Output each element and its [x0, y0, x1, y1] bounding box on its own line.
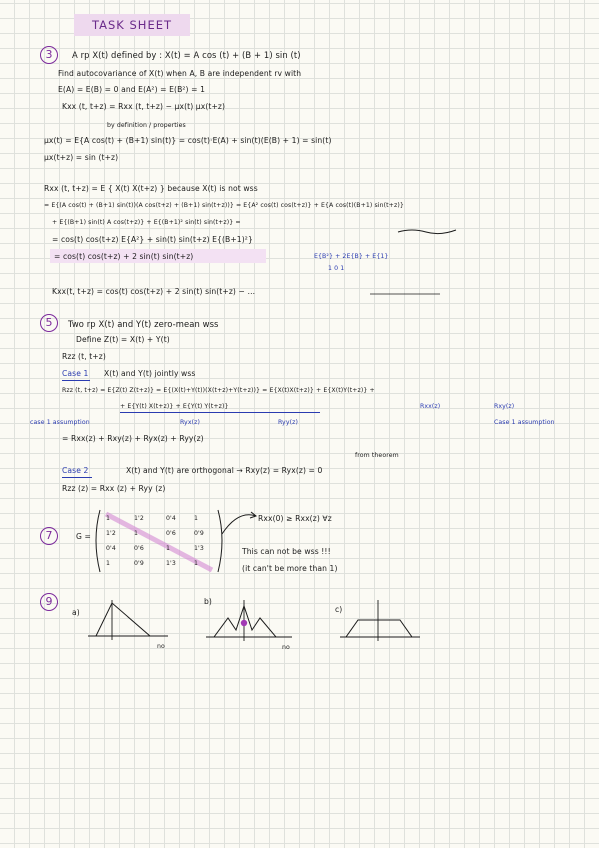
p7-g-label: G = [76, 532, 91, 541]
p5-case-2: Case 2 [62, 466, 89, 475]
p3-line-7: μx(t+z) = sin (t+z) [44, 153, 119, 162]
problem-9-number: 9 [40, 593, 58, 611]
p7-inequality: Rxx(0) ≥ Rxx(z) ∀z [258, 514, 332, 523]
p5-ryx-label: Ryx(z) [180, 419, 200, 426]
p5-line-5: Rzz (t, t+z) = E{Z(t) Z(t+z)} = E{(X(t)+Y(t))(X(t+z)+Y(t+z))} = E{X(t)X(t+z)} + E{X(t)Y(t+z)} + [62, 387, 375, 394]
p5-rxy-label: Rxy(z) [494, 403, 515, 410]
p3-line-3: E(A) = E(B) = 0 and E(A²) = E(B²) = 1 [58, 85, 206, 94]
p3-line-9: = E{(A cos(t) + (B+1) sin(t))(A cos(t+z) + (B+1) sin(t+z))} = E{A² cos(t) cos(t+z)} + E{A cos(t)(B+1) sin(t+z)} [44, 202, 404, 209]
p3-line-13: Kxx(t, t+z) = cos(t) cos(t+z) + 2 sin(t) sin(t+z) − … [52, 287, 256, 296]
matrix-cell: 1'3 [194, 545, 204, 552]
p3-line-1: A rp X(t) defined by : X(t) = A cos (t) + (B + 1) sin (t) [72, 50, 301, 60]
p5-case1-note-left: case 1 assumption [30, 419, 90, 426]
matrix-cell: 1 [106, 560, 111, 567]
matrix-cell: 1 [194, 515, 199, 522]
p5-ryy-label: Ryy(z) [278, 419, 298, 426]
matrix-cell: 1'2 [134, 515, 144, 522]
p3-line-2: Find autocovariance of X(t) when A, B are independent rv with [58, 69, 302, 78]
page-title: TASK SHEET [74, 14, 190, 36]
p7-not-wss: This can not be wss !!! [242, 547, 331, 556]
p9-label-b: b) [204, 597, 212, 606]
p5-line-6: + E{Y(t) X(t+z)} + E{Y(t) Y(t+z)} [120, 403, 229, 410]
p9-no-a: no [157, 643, 165, 650]
p5-line-9: Rzz (z) = Rxx (z) + Ryy (z) [62, 484, 166, 493]
matrix-cell: 1'2 [106, 530, 116, 537]
p3-expect-values: 1 0 1 [328, 265, 345, 272]
p9-label-a: a) [72, 608, 80, 617]
matrix-cell: 1 [106, 515, 111, 522]
p5-line-3: Rzz (t, t+z) [62, 352, 106, 361]
p9-sketch-a [88, 600, 168, 640]
p3-line-4: Kxx (t, t+z) = Rxx (t, t+z) − μx(t) μx(t+z) [62, 102, 226, 111]
p9-no-b: no [282, 644, 290, 651]
matrix-cell: 0'6 [166, 530, 176, 537]
problem-5-number: 5 [40, 314, 58, 332]
p5-case-2-text: X(t) and Y(t) are orthogonal → Rxy(z) = Ryx(z) = 0 [126, 466, 323, 475]
p9-label-c: c) [335, 605, 343, 614]
matrix-cell: 1 [134, 530, 139, 537]
p3-expect-b: E{B²} + 2E{B} + E{1} [314, 253, 389, 260]
p3-line-12: = cos(t) cos(t+z) + 2 sin(t) sin(t+z) [54, 252, 194, 261]
p9-sketch-c [340, 600, 420, 641]
p3-line-5: by definition / properties [107, 122, 186, 129]
p5-case1-note-right: Case 1 assumption [494, 419, 555, 426]
p5-from-theorem: from theorem [355, 452, 399, 459]
p3-line-11: = cos(t) cos(t+z) E{A²} + sin(t) sin(t+z) E{(B+1)²} [52, 235, 253, 244]
p5-line-7: = Rxx(z) + Rxy(z) + Ryx(z) + Ryy(z) [62, 434, 204, 443]
matrix-cell: 0'9 [134, 560, 144, 567]
p5-line-2: Define Z(t) = X(t) + Y(t) [76, 335, 170, 344]
problem-7-number: 7 [40, 527, 58, 545]
matrix-cell: 0'4 [106, 545, 116, 552]
matrix-cell: 1 [166, 545, 171, 552]
p3-line-6: μx(t) = E{A cos(t) + (B+1) sin(t)} = cos(t)·E(A) + sin(t)(E(B) + 1) = sin(t) [44, 136, 332, 145]
p5-case-1: Case 1 [62, 369, 89, 378]
p7-reason: (it can't be more than 1) [242, 564, 338, 573]
problem-3-number: 3 [40, 46, 58, 64]
matrix-cell: 0'6 [134, 545, 144, 552]
p5-rxx-label: Rxx(z) [420, 403, 441, 410]
p5-line-1: Two rp X(t) and Y(t) zero-mean wss [68, 319, 219, 329]
p5-case-1-text: X(t) and Y(t) jointly wss [104, 369, 196, 378]
matrix-cell: 0'9 [194, 530, 204, 537]
p3-line-10: + E{(B+1) sin(t) A cos(t+z)} + E{(B+1)² sin(t) sin(t+z)} = [52, 219, 241, 226]
matrix-cell: 1 [194, 560, 199, 567]
p9-sketch-b [206, 600, 292, 641]
matrix-cell: 1'3 [166, 560, 176, 567]
p3-line-8: Rxx (t, t+z) = E { X(t) X(t+z) } because X(t) is not wss [44, 184, 258, 193]
matrix-cell: 0'4 [166, 515, 176, 522]
